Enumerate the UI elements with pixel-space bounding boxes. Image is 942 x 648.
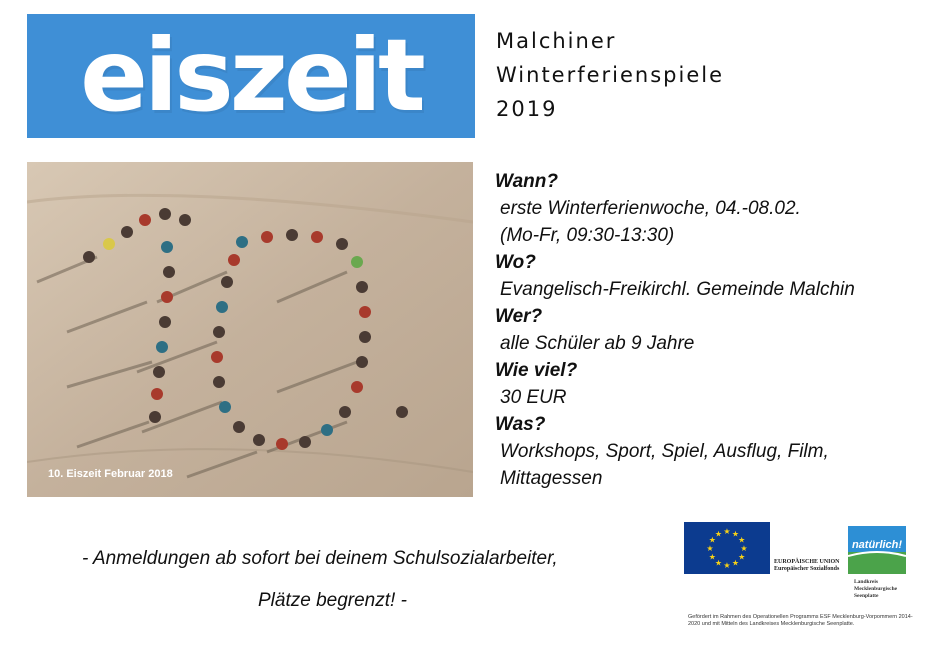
eu-star: ★ (708, 535, 716, 545)
eiszeit-banner (27, 14, 475, 138)
aerial-group-photo (27, 162, 473, 497)
title-line-1: Malchiner (496, 29, 617, 53)
info-question-when: Wann? (495, 171, 558, 192)
eu-star: ★ (740, 544, 748, 553)
info-question-who: Wer? (495, 306, 543, 327)
info-answer-price: 30 EUR (500, 387, 567, 408)
eiszeit-logo-text: eiszeit (80, 17, 422, 134)
info-answer-who: alle Schüler ab 9 Jahre (500, 333, 695, 354)
info-answer-what-2: Mittagessen (500, 468, 603, 489)
info-answer-when-2: (Mo-Fr, 09:30-13:30) (500, 225, 675, 246)
natuerlich-logo (848, 526, 906, 574)
eu-star: ★ (714, 558, 723, 568)
eu-star: ★ (723, 527, 731, 536)
eu-label: EUROPÄISCHE UNION Europäischer Sozialfonds (774, 559, 840, 572)
photo-illustration (27, 162, 473, 497)
funding-note: Gefördert im Rahmen des Operationellen Programms ESF Mecklenburg-Vorpommern 2014- 2020 und mit Mitteln des Landkreises Mecklenburgische Seenplatte. (688, 614, 913, 627)
natuerlich-logo-text: natürlich! (851, 539, 903, 551)
info-answer-where: Evangelisch-Freikirchl. Gemeinde Malchin (500, 279, 855, 300)
info-question-where: Wo? (495, 252, 536, 273)
info-question-what: Was? (495, 414, 546, 435)
eu-star: ★ (708, 552, 716, 562)
eu-star: ★ (738, 552, 746, 562)
eu-star: ★ (738, 535, 746, 545)
photo-caption: 10. Eiszeit Februar 2018 (48, 468, 173, 480)
limited-places-note: Plätze begrenzt! - (258, 590, 407, 611)
eu-star: ★ (723, 561, 731, 570)
event-title (496, 24, 724, 126)
eu-flag-icon (684, 522, 770, 574)
registration-note: - Anmeldungen ab sofort bei deinem Schulsozialarbeiter, (82, 548, 558, 569)
info-answer-when-1: erste Winterferienwoche, 04.-08.02. (500, 198, 801, 219)
eu-star: ★ (731, 558, 740, 568)
info-question-price: Wie viel? (495, 360, 578, 381)
eu-star: ★ (714, 529, 723, 539)
landkreis-label: Landkreis Mecklenburgische Seenplatte (854, 579, 898, 599)
title-line-2: Winterferienspiele (496, 63, 725, 87)
info-answer-what-1: Workshops, Sport, Spiel, Ausflug, Film, (500, 441, 829, 462)
eu-star: ★ (731, 529, 740, 539)
eu-star: ★ (706, 544, 714, 553)
title-line-3: 2019 (496, 97, 558, 121)
event-info (495, 168, 855, 492)
